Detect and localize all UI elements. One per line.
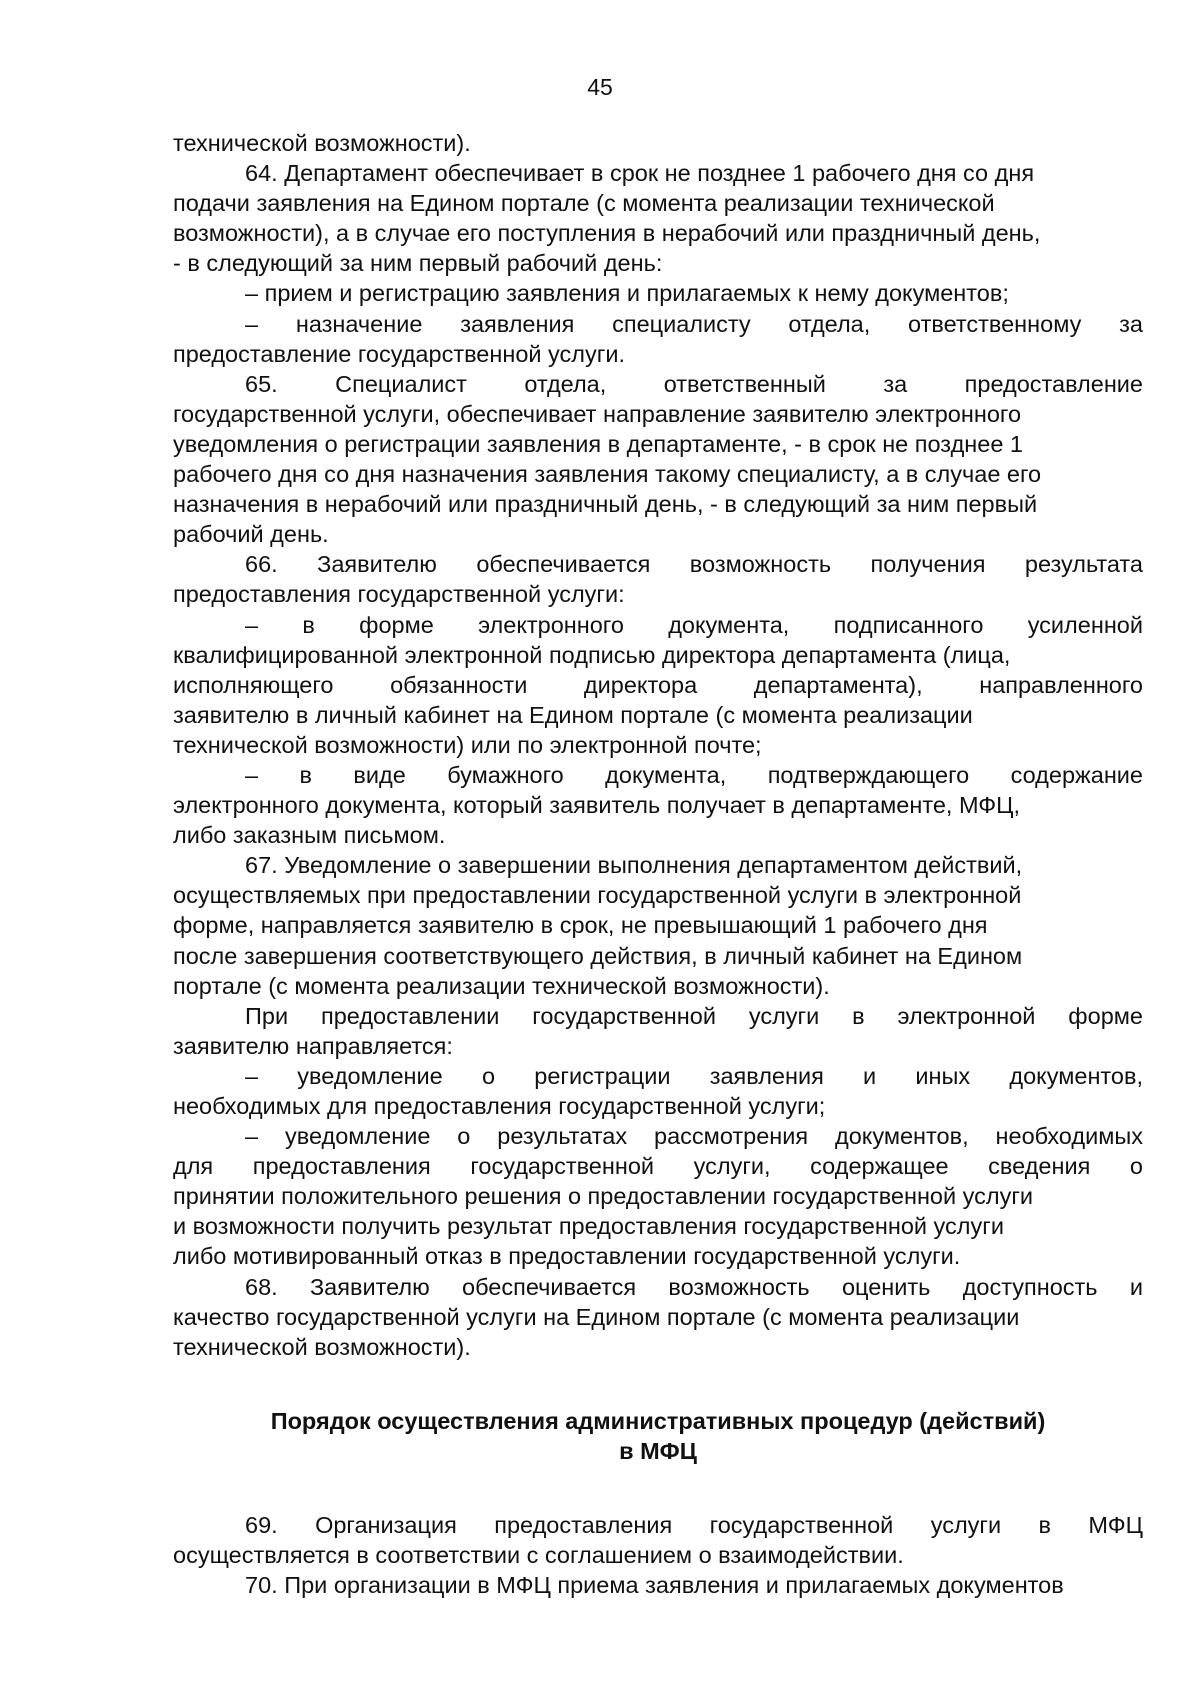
text-line: портале (с момента реализации технической возможности). (173, 972, 830, 999)
text-line: предоставление государственной услуги. (173, 340, 625, 367)
text-line: При предоставлении государственной услуги в электронной форме (245, 1002, 1143, 1029)
section-heading-line: в МФЦ (619, 1437, 697, 1464)
text-line: - в следующий за ним первый рабочий день: (173, 250, 663, 277)
text-line: возможности), а в случае его поступления в нерабочий или праздничный день, (173, 220, 1041, 247)
text-line: – уведомление о регистрации заявления и иных документов, (245, 1062, 1143, 1089)
text-line: форме, направляется заявителю в срок, не превышающий 1 рабочего дня (173, 912, 988, 939)
text-line: предоставления государственной услуги: (173, 581, 625, 608)
text-line: технической возможности) или по электронной почте; (173, 731, 762, 758)
text-line: государственной услуги, обеспечивает направление заявителю электронного (173, 400, 1022, 427)
text-line: либо заказным письмом. (173, 822, 446, 849)
text-line: – прием и регистрацию заявления и прилагаемых к нему документов; (245, 280, 1009, 307)
text-line: 67. Уведомление о завершении выполнения департаментом действий, (245, 852, 1023, 879)
text-line: исполняющего обязанности директора департамента), направленного (173, 671, 1143, 698)
text-line: технической возможности). (173, 1333, 471, 1360)
text-line: – в виде бумажного документа, подтверждающего содержание (245, 761, 1143, 788)
text-line: – в форме электронного документа, подписанного усиленной (245, 611, 1143, 638)
section-heading (173, 1406, 1143, 1466)
paragraphs-block-after (173, 1510, 1143, 1600)
text-line: осуществляемых при предоставлении государственной услуги в электронной (173, 882, 1022, 909)
text-line: – уведомление о результатах рассмотрения документов, необходимых (245, 1123, 1143, 1150)
text-line: после завершения соответствующего действия, в личный кабинет на Едином (173, 942, 1023, 969)
text-line: заявителю направляется: (173, 1032, 453, 1059)
text-line: заявителю в личный кабинет на Едином портале (с момента реализации (173, 701, 973, 728)
text-line: 65. Специалист отдела, ответственный за предоставление (245, 370, 1143, 397)
text-line: 68. Заявителю обеспечивается возможность оценить доступность и (245, 1273, 1143, 1300)
text-line: 66. Заявителю обеспечивается возможность получения результата (245, 551, 1143, 578)
text-line: 69. Организация предоставления государственной услуги в МФЦ (245, 1512, 1143, 1539)
text-line: уведомления о регистрации заявления в департаменте, - в срок не позднее 1 (173, 430, 1023, 457)
text-line: для предоставления государственной услуги, содержащее сведения о (173, 1153, 1143, 1180)
paragraphs-block (173, 128, 1143, 1362)
section-heading-line: Порядок осуществления административных процедур (действий) (270, 1407, 1046, 1434)
text-line: технической возможности). (173, 130, 471, 156)
text-line: рабочего дня со дня назначения заявления такому специалисту, а в случае его (173, 461, 1042, 488)
text-line: квалифицированной электронной подписью директора департамента (лица, (173, 641, 1011, 668)
text-line: качество государственной услуги на Едином портале (с момента реализации (173, 1303, 1020, 1330)
text-line: назначения в нерабочий или праздничный день, - в следующий за ним первый (173, 491, 1038, 518)
text-line: 70. При организации в МФЦ приема заявления и прилагаемых документов (245, 1572, 1064, 1599)
page-number: 45 (587, 74, 613, 100)
text-line: 64. Департамент обеспечивает в срок не позднее 1 рабочего дня со дня (245, 160, 1035, 187)
text-line: осуществляется в соответствии с соглашением о взаимодействии. (173, 1542, 904, 1569)
text-line: принятии положительного решения о предоставлении государственной услуги (173, 1183, 1034, 1210)
text-line: – назначение заявления специалисту отдела, ответственному за (245, 310, 1143, 337)
text-line: рабочий день. (173, 521, 329, 548)
text-line: необходимых для предоставления государственной услуги; (173, 1093, 826, 1119)
text-line: либо мотивированный отказ в предоставлении государственной услуги. (173, 1243, 961, 1270)
text-line: подачи заявления на Едином портале (с момента реализации технической (173, 190, 995, 217)
text-line: электронного документа, который заявитель получает в департаменте, МФЦ, (173, 792, 1021, 819)
text-line: и возможности получить результат предоставления государственной услуги (173, 1213, 1004, 1240)
document-body (173, 128, 1143, 1600)
